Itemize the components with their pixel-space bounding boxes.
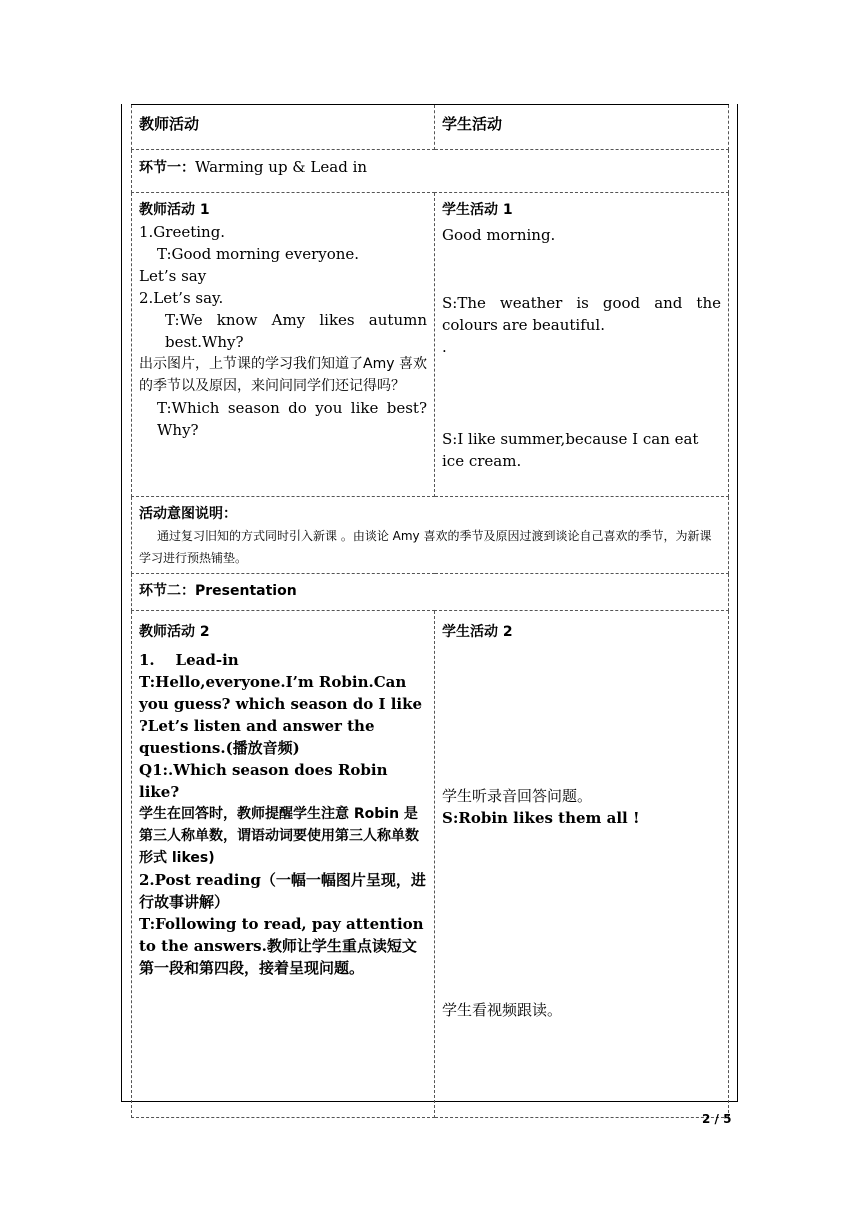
section1-activity-row — [132, 193, 729, 497]
section1-title — [132, 150, 729, 193]
section2-teacher-line: 2.Post reading（一幅一幅图片呈现，进行故事讲解） — [139, 871, 426, 911]
section2-student-line: 学生看视频跟读。 — [442, 1001, 563, 1019]
lesson-plan-table — [131, 104, 729, 1118]
section1-teacher-line: 出示图片，上节课的学习我们知道了Amy 喜欢的季节以及原因，来问问同学们还记得吗？ — [139, 356, 427, 394]
teacher-activity-header: 教师活动 — [132, 105, 435, 150]
section1-teacher-line: 1.Greeting. — [139, 223, 226, 241]
student-activity-header: 学生活动 — [435, 105, 729, 150]
page-number: 2 / 5 — [702, 1112, 732, 1126]
section1-student-line: S:I like summer,because I can eat ice cream. — [442, 430, 699, 470]
section2-teacher-line: 学生在回答时，教师提醒学生注意 Robin 是第三人称单数，谓语动词要使用第三人称单数形式 likes) — [139, 806, 419, 866]
section2-teacher-heading: 教师活动 2 — [139, 624, 210, 640]
section2-activity-row — [132, 611, 729, 1118]
section2-teacher-line: T:Hello,everyone.I’m Robin.Can you guess? which season do I like ?Let’s listen and answer the questions.(播放音频) — [139, 673, 423, 757]
section2-student-heading: 学生活动 2 — [442, 624, 513, 640]
section2-student-line: 学生听录音回答问题。 — [442, 787, 593, 805]
section1-teacher-line: T:We know Amy likes autumn best.Why? — [165, 311, 427, 351]
table-header-row — [132, 105, 729, 150]
section1-intent-row — [132, 497, 729, 574]
section2-teacher-line: Q1:.Which season does Robin like? — [139, 761, 388, 801]
section1-intent-text: 通过复习旧知的方式同时引入新课 。由谈论 Amy 喜欢的季节及原因过渡到谈论自己喜欢的季节，为新课学习进行预热铺垫。 — [139, 529, 712, 565]
section1-student-line: S:The weather is good and the colours are beautiful. — [442, 294, 721, 334]
section1-student-line: . — [442, 338, 447, 356]
section1-title-en: Warming up & Lead in — [195, 158, 368, 176]
section1-teacher-line: T:Which season do you like best? Why? — [157, 399, 427, 439]
section1-student-cell — [435, 193, 729, 497]
section1-teacher-line: T:Good morning everyone. — [157, 245, 360, 263]
section1-student-heading: 学生活动 1 — [442, 202, 513, 218]
section1-title-row — [132, 150, 729, 193]
section1-intent-cell — [132, 497, 729, 574]
section1-teacher-line: Let’s say — [139, 267, 207, 285]
section1-intent-heading: 活动意图说明： — [139, 506, 237, 522]
section2-title-row — [132, 574, 729, 611]
section2-student-line: S:Robin likes them all ! — [442, 809, 640, 827]
section2-teacher-line: T:Following to read, pay attention to the answers.教师让学生重点读短文第一段和第四段，接着呈现问题。 — [139, 915, 424, 977]
section1-teacher-line: 2.Let’s say. — [139, 289, 224, 307]
section1-label: 环节一： — [139, 160, 195, 176]
section1-student-line: Good morning. — [442, 226, 556, 244]
section2-teacher-line: 1. Lead-in — [139, 651, 239, 669]
section1-teacher-heading: 教师活动 1 — [139, 202, 210, 218]
section2-teacher-cell — [132, 611, 435, 1118]
section1-teacher-cell — [132, 193, 435, 497]
section2-title: 环节二：Presentation — [132, 574, 729, 611]
section2-student-cell — [435, 611, 729, 1118]
